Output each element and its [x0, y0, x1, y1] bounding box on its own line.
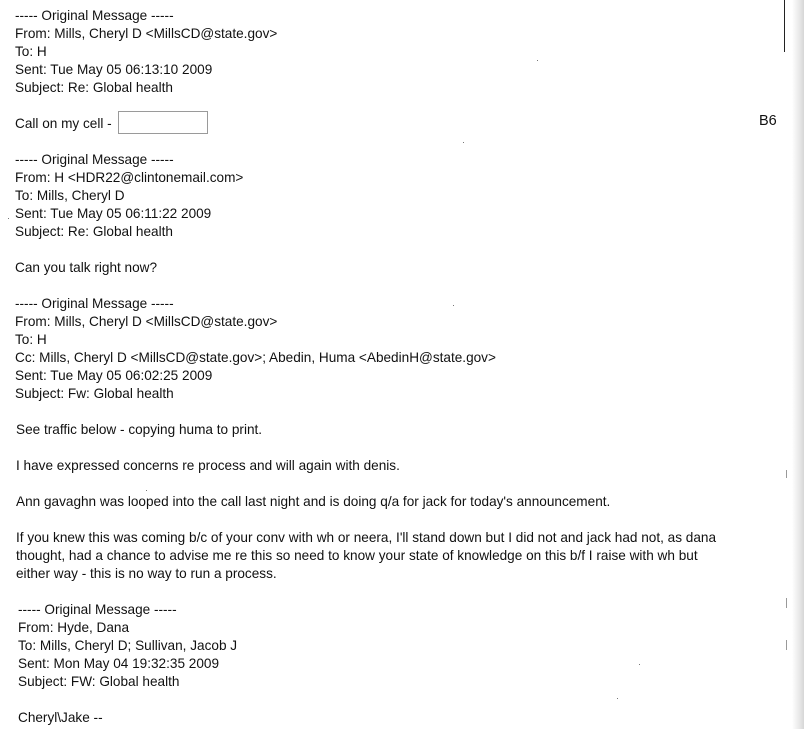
to-line: To: H: [15, 44, 47, 59]
sent-line: Sent: Tue May 05 06:11:22 2009: [15, 206, 212, 221]
body-paragraph: If you knew this was coming b/c of your conv with wh or neera, I'll stand down but I did not and jack had not, as dana thought, had a chance to advise me re this so need to know your state of knowledge on this b/f I raise with wh but either way - this is no way to run a process.: [16, 530, 717, 581]
body-paragraph: I have expressed concerns re process and will again with denis.: [16, 458, 400, 473]
message-body: Call on my cell -: [15, 116, 112, 131]
scan-edge-mark: [786, 598, 787, 608]
message-separator: ----- Original Message -----: [18, 602, 177, 617]
to-line: To: Mills, Cheryl D; Sullivan, Jacob J: [18, 638, 238, 653]
scan-speck: [463, 142, 464, 143]
message-separator: ----- Original Message -----: [15, 296, 174, 311]
subject-line: Subject: Re: Global health: [15, 80, 173, 95]
body-paragraph: See traffic below - copying huma to print.: [16, 422, 263, 437]
subject-line: Subject: Re: Global health: [15, 224, 173, 239]
message-body: Can you talk right now?: [15, 260, 158, 275]
subject-line: Subject: Fw: Global health: [15, 386, 174, 401]
from-line: From: Hyde, Dana: [18, 620, 130, 635]
message-separator: ----- Original Message -----: [15, 8, 174, 23]
scan-speck: [537, 60, 538, 61]
message-body: Cheryl\Jake --: [18, 710, 103, 725]
scan-edge-shadow: [792, 0, 804, 729]
sent-line: Sent: Mon May 04 19:32:35 2009: [18, 656, 220, 671]
scan-speck: [453, 305, 454, 306]
scan-edge-mark: [786, 640, 787, 650]
from-line: From: H <HDR22@clintonemail.com>: [15, 170, 244, 185]
redaction-box: [118, 111, 208, 134]
to-line: To: Mills, Cheryl D: [15, 188, 125, 203]
body-paragraph: Ann gavaghn was looped into the call last night and is doing q/a for jack for today's announcement.: [16, 494, 611, 509]
cc-line: Cc: Mills, Cheryl D <MillsCD@state.gov>; Abedin, Huma <AbedinH@state.gov>: [15, 350, 496, 365]
scan-speck: [639, 664, 640, 665]
sent-line: Sent: Tue May 05 06:13:10 2009: [15, 62, 213, 77]
scan-speck: [8, 218, 9, 219]
subject-line: Subject: FW: Global health: [18, 674, 180, 689]
scan-speck: [146, 490, 147, 491]
redaction-code: B6: [759, 113, 777, 129]
scan-edge-mark: [786, 470, 787, 478]
from-line: From: Mills, Cheryl D <MillsCD@state.gov>: [15, 314, 278, 329]
scan-speck: [617, 698, 618, 699]
sent-line: Sent: Tue May 05 06:02:25 2009: [15, 368, 213, 383]
to-line: To: H: [15, 332, 47, 347]
scan-edge-line: [784, 0, 785, 52]
from-line: From: Mills, Cheryl D <MillsCD@state.gov>: [15, 26, 278, 41]
message-separator: ----- Original Message -----: [15, 152, 174, 167]
